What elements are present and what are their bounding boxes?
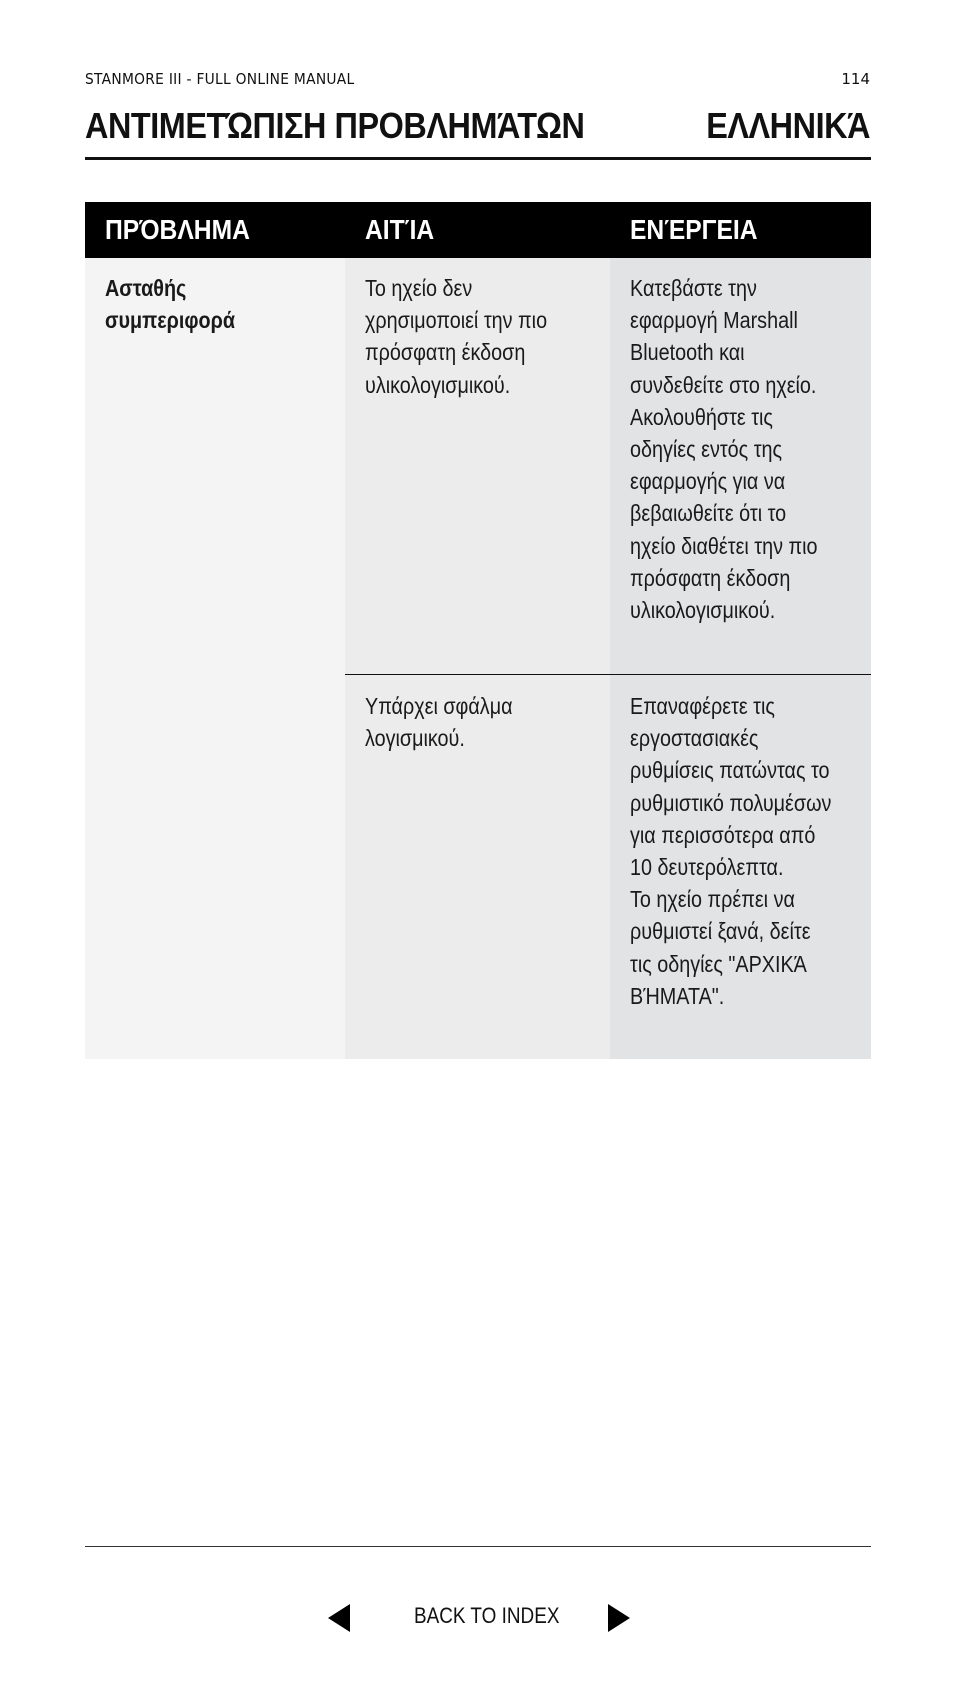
cause-cell-2: Υπάρχει σφάλμα λογισμικού.	[365, 693, 513, 752]
troubleshooting-table	[85, 202, 871, 1059]
back-to-index-link[interactable]: BACK TO INDEX	[414, 1603, 560, 1628]
column-header-action: ΕΝΈΡΓΕΙΑ	[630, 214, 758, 245]
section-title: ΑΝΤΙΜΕΤΏΠΙΣΗ ΠΡΟΒΛΗΜΆΤΩΝ	[85, 105, 585, 146]
footer-divider	[85, 1546, 871, 1547]
cause-cell-1: Το ηχείο δεν χρησιμοποιεί την πιο πρόσφατη έκδοση υλικολογισμικού.	[365, 275, 548, 398]
triangle-right-icon	[608, 1604, 630, 1632]
column-header-problem: ΠΡΌΒΛΗΜΑ	[105, 214, 250, 245]
header-divider	[85, 157, 871, 160]
manual-title: STANMORE III - FULL ONLINE MANUAL	[85, 70, 355, 88]
language-label: ΕΛΛΗΝΙΚΆ	[706, 105, 870, 146]
next-page-button[interactable]	[608, 1604, 630, 1632]
column-header-cause: ΑΙΤΊΑ	[365, 214, 435, 245]
page-number: 114	[841, 70, 870, 88]
row-divider	[345, 674, 871, 675]
table-header-row	[85, 202, 871, 258]
previous-page-button[interactable]	[328, 1604, 350, 1632]
action-cell-1: Κατεβάστε την εφαρμογή Marshall Bluetooth και συνδεθείτε στο ηχείο. Ακολουθήστε τις οδηγίες εντός της εφαρμογής για να βεβαιωθείτε ότι το ηχείο διαθέτει την πιο πρόσφατη έκδοση υλικολογισμικού.	[630, 275, 818, 624]
action-cell-2: Επαναφέρετε τις εργοστασιακές ρυθμίσεις πατώντας το ρυθμιστικό πολυμέσων για περισσότερα από 10 δευτερόλεπτα. Το ηχείο πρέπει να ρυθμιστεί ξανά, δείτε τις οδηγίες "ΑΡΧΙΚΆ ΒΉΜΑΤΑ".	[630, 693, 832, 1009]
problem-cell: Ασταθής συμπεριφορά	[105, 275, 236, 334]
triangle-left-icon	[328, 1604, 350, 1632]
